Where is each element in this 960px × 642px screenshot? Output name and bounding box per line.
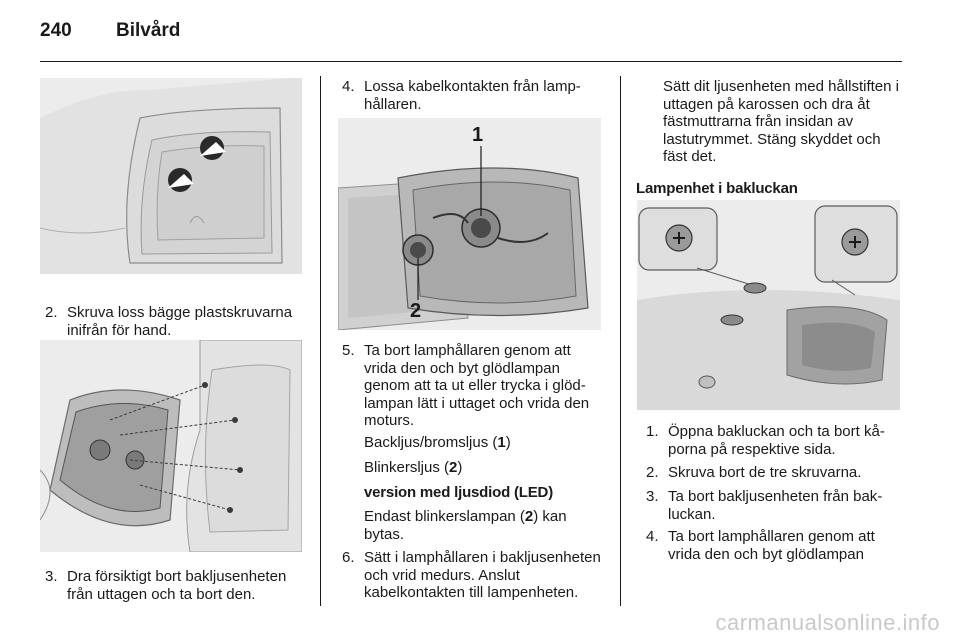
- figure-lamp-holder: [338, 118, 601, 330]
- step-4: [342, 78, 604, 113]
- step-text: Ta bort lamphållaren genom att vrida den och byt glödlampan genom att ta ut eller trycka i glödlampan lätt i uttaget och vrida den moturs.: [364, 342, 590, 429]
- step-text: Lossa kabelkontakten från lamphållaren.: [364, 78, 581, 113]
- step-number: 4.: [342, 78, 355, 95]
- step-number: 3.: [45, 568, 58, 585]
- column-divider-right: [620, 76, 621, 606]
- section-title: Bilvård: [116, 20, 181, 41]
- ref-2: 2: [449, 459, 458, 476]
- ref-1: 1: [497, 434, 506, 451]
- install-intro: Sätt dit ljusenheten med hållstiften i uttagen på karossen och dra åt fästmuttrarna från insidan av lastutrymmet. Stäng skyddet och fäst det.: [663, 78, 899, 165]
- step-5: [342, 342, 606, 430]
- step-6: [342, 549, 606, 602]
- step-text: Skruva bort de tre skruvarna.: [668, 464, 862, 481]
- step-2: [45, 304, 307, 339]
- figure-tailgate-screws: [637, 200, 900, 410]
- step-number: 5.: [342, 342, 355, 359]
- led-text: Endast blinkerslampan (2) kan bytas.: [364, 508, 567, 543]
- figure-cover-screws: [40, 78, 302, 274]
- step-text: Öppna bakluckan och ta bort kåporna på respektive sida.: [668, 423, 885, 458]
- tailgate-step-1: [646, 423, 902, 458]
- figure-remove-tail-light: [40, 340, 302, 552]
- header-rule: [40, 61, 902, 62]
- tailgate-step-2: [646, 464, 902, 482]
- led-heading: version med ljusdiod (LED): [364, 484, 553, 501]
- step-number: 4.: [646, 528, 659, 545]
- ref-2: 2: [524, 508, 534, 525]
- step-number: 1.: [646, 423, 659, 440]
- step-text: Skruva loss bägge plastskruvarna inifrån för hand.: [67, 304, 293, 339]
- tailgate-step-4: [646, 528, 902, 563]
- column-divider-left: [320, 76, 321, 606]
- step-3: [45, 568, 307, 603]
- step-text: Ta bort bakljusenheten från bakluckan.: [668, 488, 883, 523]
- tailgate-step-3: [646, 488, 902, 523]
- step-text: Dra försiktigt bort bakljusenheten från uttagen och ta bort den.: [67, 568, 287, 603]
- step-text: Ta bort lamphållaren genom att vrida den och byt glödlampan: [668, 528, 875, 563]
- page-number: 240: [40, 20, 72, 41]
- callout-label-2: 2: [410, 300, 422, 322]
- section-subheading: Lampenhet i bakluckan: [636, 180, 798, 197]
- step-text: Sätt i lamphållaren i bakljusenheten och vrid medurs. Anslut kabelkontakten till lampenheten.: [364, 549, 601, 601]
- blinker-line: Blinkersljus (2): [364, 459, 463, 476]
- step-number: 6.: [342, 549, 355, 566]
- page-header: [40, 20, 920, 58]
- callout-label-1: 1: [472, 124, 484, 146]
- step-number: 3.: [646, 488, 659, 505]
- watermark: carmanualsonline.info: [715, 610, 940, 635]
- step-number: 2.: [646, 464, 659, 481]
- backlight-line: Backljus/bromsljus (1): [364, 434, 511, 451]
- step-number: 2.: [45, 304, 58, 321]
